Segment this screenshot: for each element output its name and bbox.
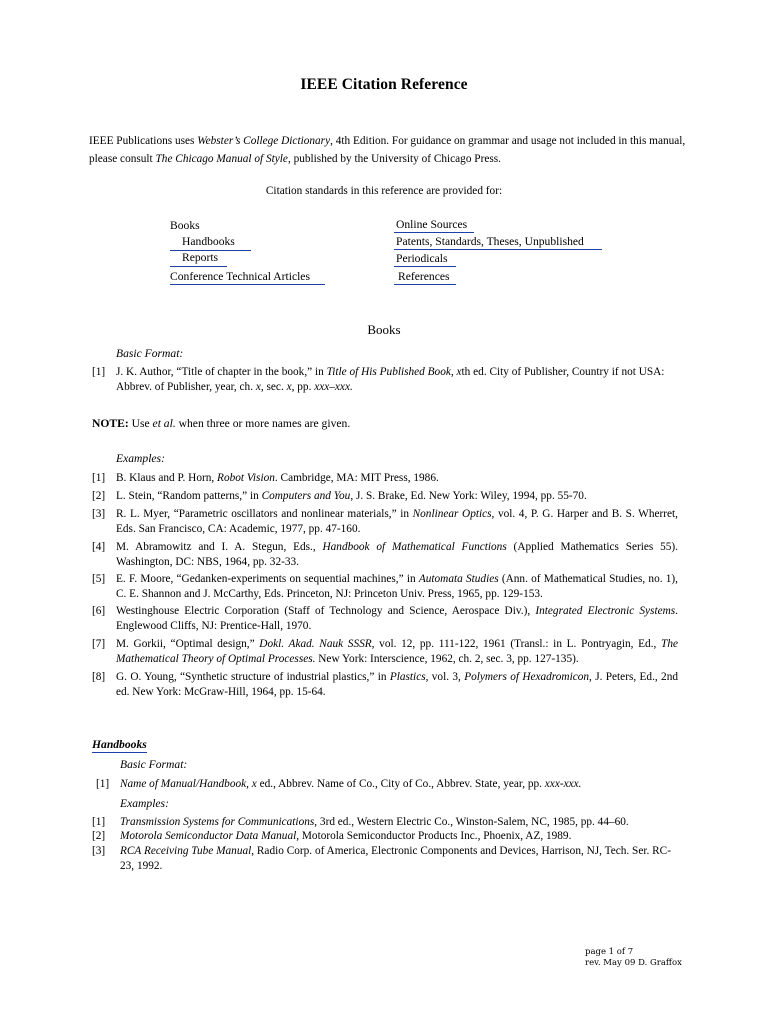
toc-link-books[interactable]: Books bbox=[170, 219, 200, 232]
note-text: Use bbox=[128, 417, 153, 430]
ref-part: , Radio Corp. of America, Electronic Components and Devices, Harrison, NJ, Tech. Ser. RC-23, 1992. bbox=[120, 845, 671, 873]
intro-text-1: IEEE Publications uses bbox=[89, 135, 198, 147]
ref-italic: Computers and You bbox=[261, 490, 351, 502]
intro-text-2: , 4th Edition. For guidance on grammar and usage not included in this manual, please consult bbox=[89, 135, 686, 165]
toc-underline-references bbox=[394, 284, 456, 285]
book-example-2 bbox=[92, 489, 678, 505]
toc-link-periodicals[interactable]: Periodicals bbox=[396, 252, 448, 265]
ref-part: , vol. 12, pp. 111-122, 1961 (Transl.: in L. Pontryagin, Ed., bbox=[371, 638, 662, 650]
book-example-1 bbox=[92, 471, 678, 487]
note-line bbox=[92, 417, 350, 430]
reference-text bbox=[116, 489, 678, 504]
reference-number: [7] bbox=[92, 638, 106, 650]
reference-text bbox=[116, 471, 678, 486]
ref-part: , 3rd ed., Western Electric Co., Winston-Salem, NC, 1985, pp. 44–60. bbox=[314, 816, 629, 828]
ref-italic: Title of His Published Book, x bbox=[326, 366, 462, 378]
reference-number: [2] bbox=[92, 490, 106, 502]
reference-number: [6] bbox=[92, 605, 106, 617]
reference-text bbox=[120, 815, 678, 830]
note-italic: et al. bbox=[152, 417, 176, 430]
intro-paragraph bbox=[89, 132, 689, 168]
toc-link-handbooks[interactable]: Handbooks bbox=[182, 235, 235, 248]
reference-number: [3] bbox=[92, 508, 106, 520]
ref-italic: Integrated Electronic Systems bbox=[535, 605, 676, 617]
reference-number: [1] bbox=[96, 778, 110, 790]
intro-chicago: The Chicago Manual of Style bbox=[155, 153, 288, 165]
ref-part: E. F. Moore, “Gedanken-experiments on sequential machines,” in bbox=[116, 573, 419, 585]
ref-part: J. K. Author, “Title of chapter in the book,” in bbox=[116, 366, 327, 378]
footer-revision: rev. May 09 D. Graffox bbox=[585, 958, 682, 968]
ref-italic: xxx-xxx. bbox=[544, 778, 582, 790]
reference-text bbox=[120, 844, 678, 875]
toc-link-reports[interactable]: Reports bbox=[182, 251, 219, 264]
reference-text bbox=[116, 507, 678, 538]
ref-part: , J. Peters, Ed., 2nd ed. New York: McGraw-Hill, 1964, pp. 15-64. bbox=[116, 671, 678, 699]
book-example-6 bbox=[92, 604, 678, 636]
ref-part: R. L. Myer, “Parametric oscillators and nonlinear materials,” in bbox=[116, 508, 413, 520]
reference-text bbox=[120, 777, 678, 792]
ref-part: th ed. City of Publisher, Country if not USA: Abbrev. of Publisher, year, ch. bbox=[116, 366, 665, 394]
toc-underline-conference bbox=[170, 284, 325, 285]
ref-italic: Dokl. Akad. Nauk SSSR bbox=[259, 638, 372, 650]
ref-italic: The Mathematical Theory of Optimal Processes. bbox=[116, 638, 678, 666]
ref-part: M. Abramowitz and I. A. Stegun, Eds., bbox=[116, 541, 323, 553]
reference-text bbox=[116, 365, 678, 396]
ref-italic: RCA Receiving Tube Manual bbox=[120, 845, 252, 857]
ref-part: (Applied Mathematics Series 55). Washington, DC: NBS, 1964, pp. 32-33. bbox=[116, 541, 679, 569]
reference-text bbox=[116, 572, 678, 603]
ref-italic: Robot Vision bbox=[217, 472, 275, 484]
ref-part: B. Klaus and P. Horn, bbox=[116, 472, 218, 484]
ref-part: , sec. bbox=[260, 381, 287, 394]
ref-part: (Ann. of Mathematical Studies, no. 1), C. E. Shannon and J. McCarthy, Eds. Princeton, NJ: Princeton Univ. Press, 1965, pp. 129-153. bbox=[116, 573, 678, 601]
ref-part: , vol. 3, bbox=[425, 671, 465, 683]
ref-part: . Cambridge, MA: MIT Press, 1986. bbox=[274, 472, 439, 484]
toc-link-references[interactable]: References bbox=[398, 270, 450, 283]
ref-italic: xxx–xxx. bbox=[314, 381, 353, 394]
ref-italic: Plastics bbox=[389, 671, 426, 683]
ref-italic: Transmission Systems for Communications bbox=[120, 816, 315, 828]
ref-part: , pp. bbox=[291, 381, 315, 394]
toc-link-online-sources[interactable]: Online Sources bbox=[396, 218, 468, 231]
ref-italic: x bbox=[255, 381, 261, 394]
book-example-8 bbox=[92, 670, 678, 702]
provided-for-text: Citation standards in this reference are provided for: bbox=[265, 185, 503, 197]
reference-number: [1] bbox=[92, 472, 106, 484]
books-examples-label: Examples: bbox=[116, 452, 165, 465]
book-example-3 bbox=[92, 507, 678, 539]
footer-page-number: page 1 of 7 bbox=[585, 947, 634, 957]
section-heading-handbooks: Handbooks bbox=[92, 738, 147, 751]
books-basic-format-label: Basic Format: bbox=[116, 347, 184, 360]
reference-text bbox=[120, 829, 678, 844]
toc-underline-periodicals bbox=[394, 266, 456, 267]
ref-part: , J. S. Brake, Ed. New York: Wiley, 1994, pp. 55-70. bbox=[350, 490, 587, 502]
ref-part: G. O. Young, “Synthetic structure of industrial plastics,” in bbox=[116, 671, 390, 683]
handbooks-examples-label: Examples: bbox=[120, 797, 169, 810]
reference-number: [4] bbox=[92, 541, 106, 553]
ref-part: Westinghouse Electric Corporation (Staff of Technology and Science, Aerospace Div.), bbox=[116, 605, 536, 617]
handbook-example-3 bbox=[92, 844, 678, 876]
reference-number: [5] bbox=[92, 573, 106, 585]
ref-italic: x bbox=[286, 381, 292, 394]
note-text: when three or more names are given. bbox=[175, 417, 351, 430]
ref-part: L. Stein, “Random patterns,” in bbox=[116, 490, 262, 502]
reference-number: [8] bbox=[92, 671, 106, 683]
toc-underline-patents bbox=[394, 249, 602, 250]
ref-part: , Motorola Semiconductor Products Inc., Phoenix, AZ, 1989. bbox=[296, 830, 572, 842]
ref-italic: Motorola Semiconductor Data Manual bbox=[120, 830, 297, 842]
ref-italic: Automata Studies bbox=[418, 573, 499, 585]
intro-text-3: , published by the University of Chicago Press. bbox=[287, 153, 501, 165]
intro-dictionary: Webster’s College Dictionary bbox=[197, 135, 331, 147]
ref-italic: Polymers of Hexadromicon bbox=[464, 671, 590, 683]
toc-link-conference[interactable]: Conference Technical Articles bbox=[170, 270, 310, 283]
book-example-5 bbox=[92, 572, 678, 604]
ref-italic: Name of Manual/Handbook, x bbox=[120, 778, 257, 790]
ref-part: , vol. 4, P. G. Harper and B. S. Wherret, Eds. San Francisco, CA: Academic, 1977, pp. 47-160. bbox=[116, 508, 678, 536]
reference-number: [1] bbox=[92, 366, 106, 378]
ref-italic: Nonlinear Optics bbox=[412, 508, 492, 520]
ref-italic: Handbook of Mathematical Functions bbox=[322, 541, 507, 553]
page-title: IEEE Citation Reference bbox=[300, 76, 468, 93]
reference-text bbox=[116, 540, 678, 571]
reference-number: [3] bbox=[92, 845, 106, 857]
toc-underline-reports bbox=[170, 266, 227, 267]
ref-part: New York: Interscience, 1962, ch. 2, sec. 3, pp. 127-135). bbox=[315, 653, 579, 666]
section-heading-books: Books bbox=[367, 322, 401, 337]
reference-text bbox=[116, 604, 678, 635]
handbook-example-2 bbox=[92, 829, 678, 845]
reference-text bbox=[116, 670, 678, 701]
books-format-entry bbox=[92, 365, 678, 397]
toc-link-patents[interactable]: Patents, Standards, Theses, Unpublished bbox=[396, 235, 584, 248]
ref-part: M. Gorkii, “Optimal design,” bbox=[116, 638, 260, 650]
book-example-4 bbox=[92, 540, 678, 572]
ref-part: . Englewood Cliffs, NJ: Prentice-Hall, 1970. bbox=[116, 605, 678, 633]
book-example-7 bbox=[92, 637, 678, 669]
ref-part: ed., Abbrev. Name of Co., City of Co., Abbrev. State, year, pp. bbox=[256, 778, 545, 790]
reference-number: [1] bbox=[92, 816, 106, 828]
reference-text bbox=[116, 637, 678, 668]
handbooks-basic-format-label: Basic Format: bbox=[120, 758, 188, 771]
note-label: NOTE: bbox=[92, 417, 129, 430]
reference-number: [2] bbox=[92, 830, 106, 842]
toc-underline-online bbox=[394, 232, 474, 233]
handbooks-format-entry bbox=[92, 777, 678, 793]
